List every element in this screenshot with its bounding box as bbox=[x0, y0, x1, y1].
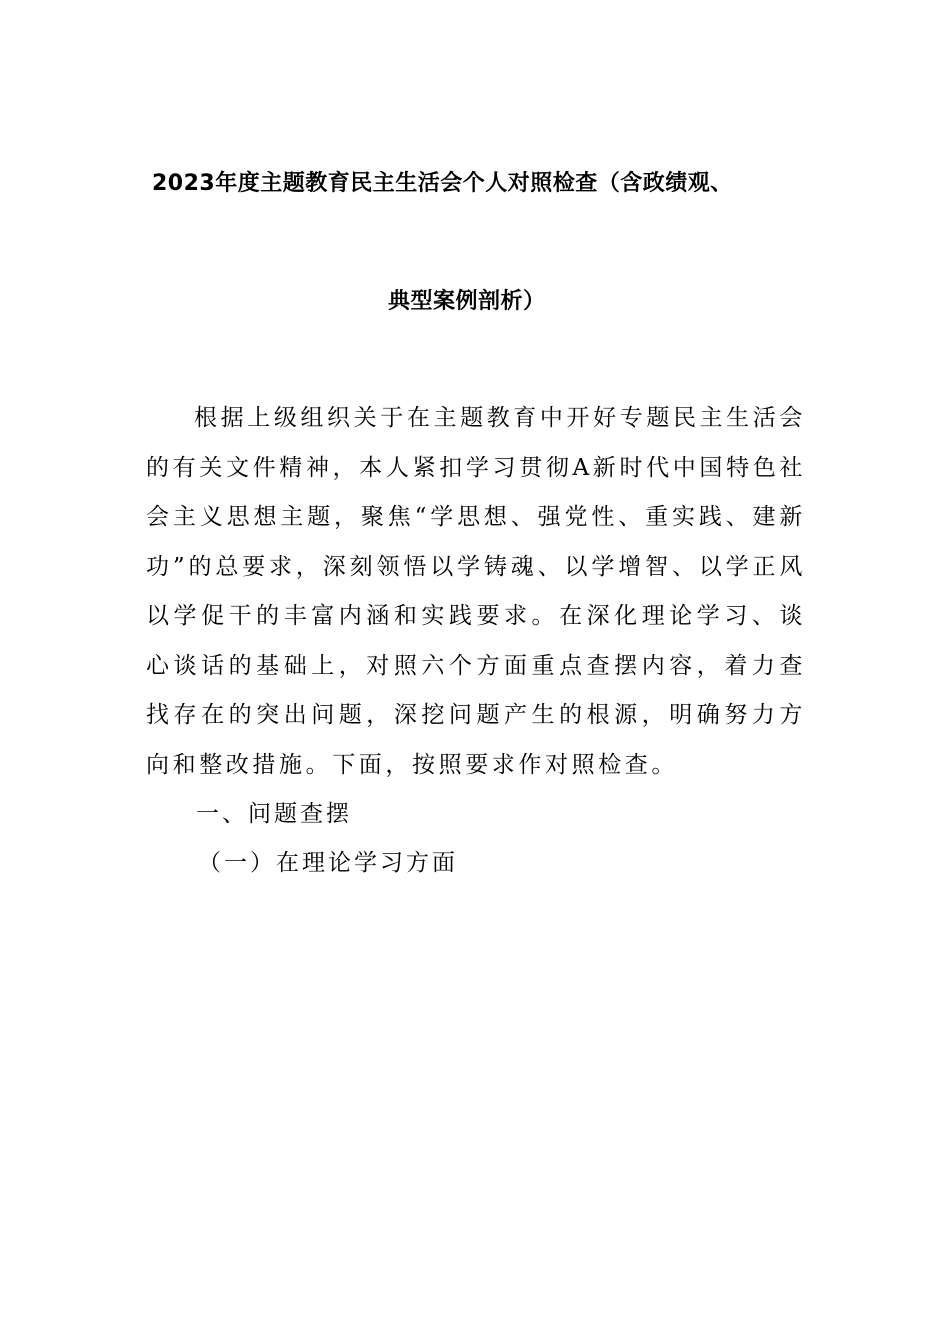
document-title-line-2: 典型案例剖析） bbox=[388, 289, 546, 314]
document-title-line-1: 2023年度主题教育民主生活会个人对照检查（含政绩观、 bbox=[152, 171, 733, 196]
subsection-heading-theory-study: （一）在理论学习方面 bbox=[198, 850, 458, 876]
section-heading-problems: 一、问题查摆 bbox=[196, 801, 352, 827]
intro-paragraph: 根据上级组织关于在主题教育中开好专题民主生活会的有关文件精神，本人紧扣学习贯彻A新时代中国特色社会主义思想主题，聚焦“学思想、强党性、重实践、建新功”的总要求，深刻领悟以学铸魂、以学增智、以学正风以学促干的丰富内涵和实践要求。在深化理论学习、谈心谈话的基础上，对照六个方面重点查摆内容，着力查找存在的突出问题，深挖问题产生的根源，明确努力方向和整改措施。下面，按照要求作对照检查。 bbox=[146, 405, 806, 778]
